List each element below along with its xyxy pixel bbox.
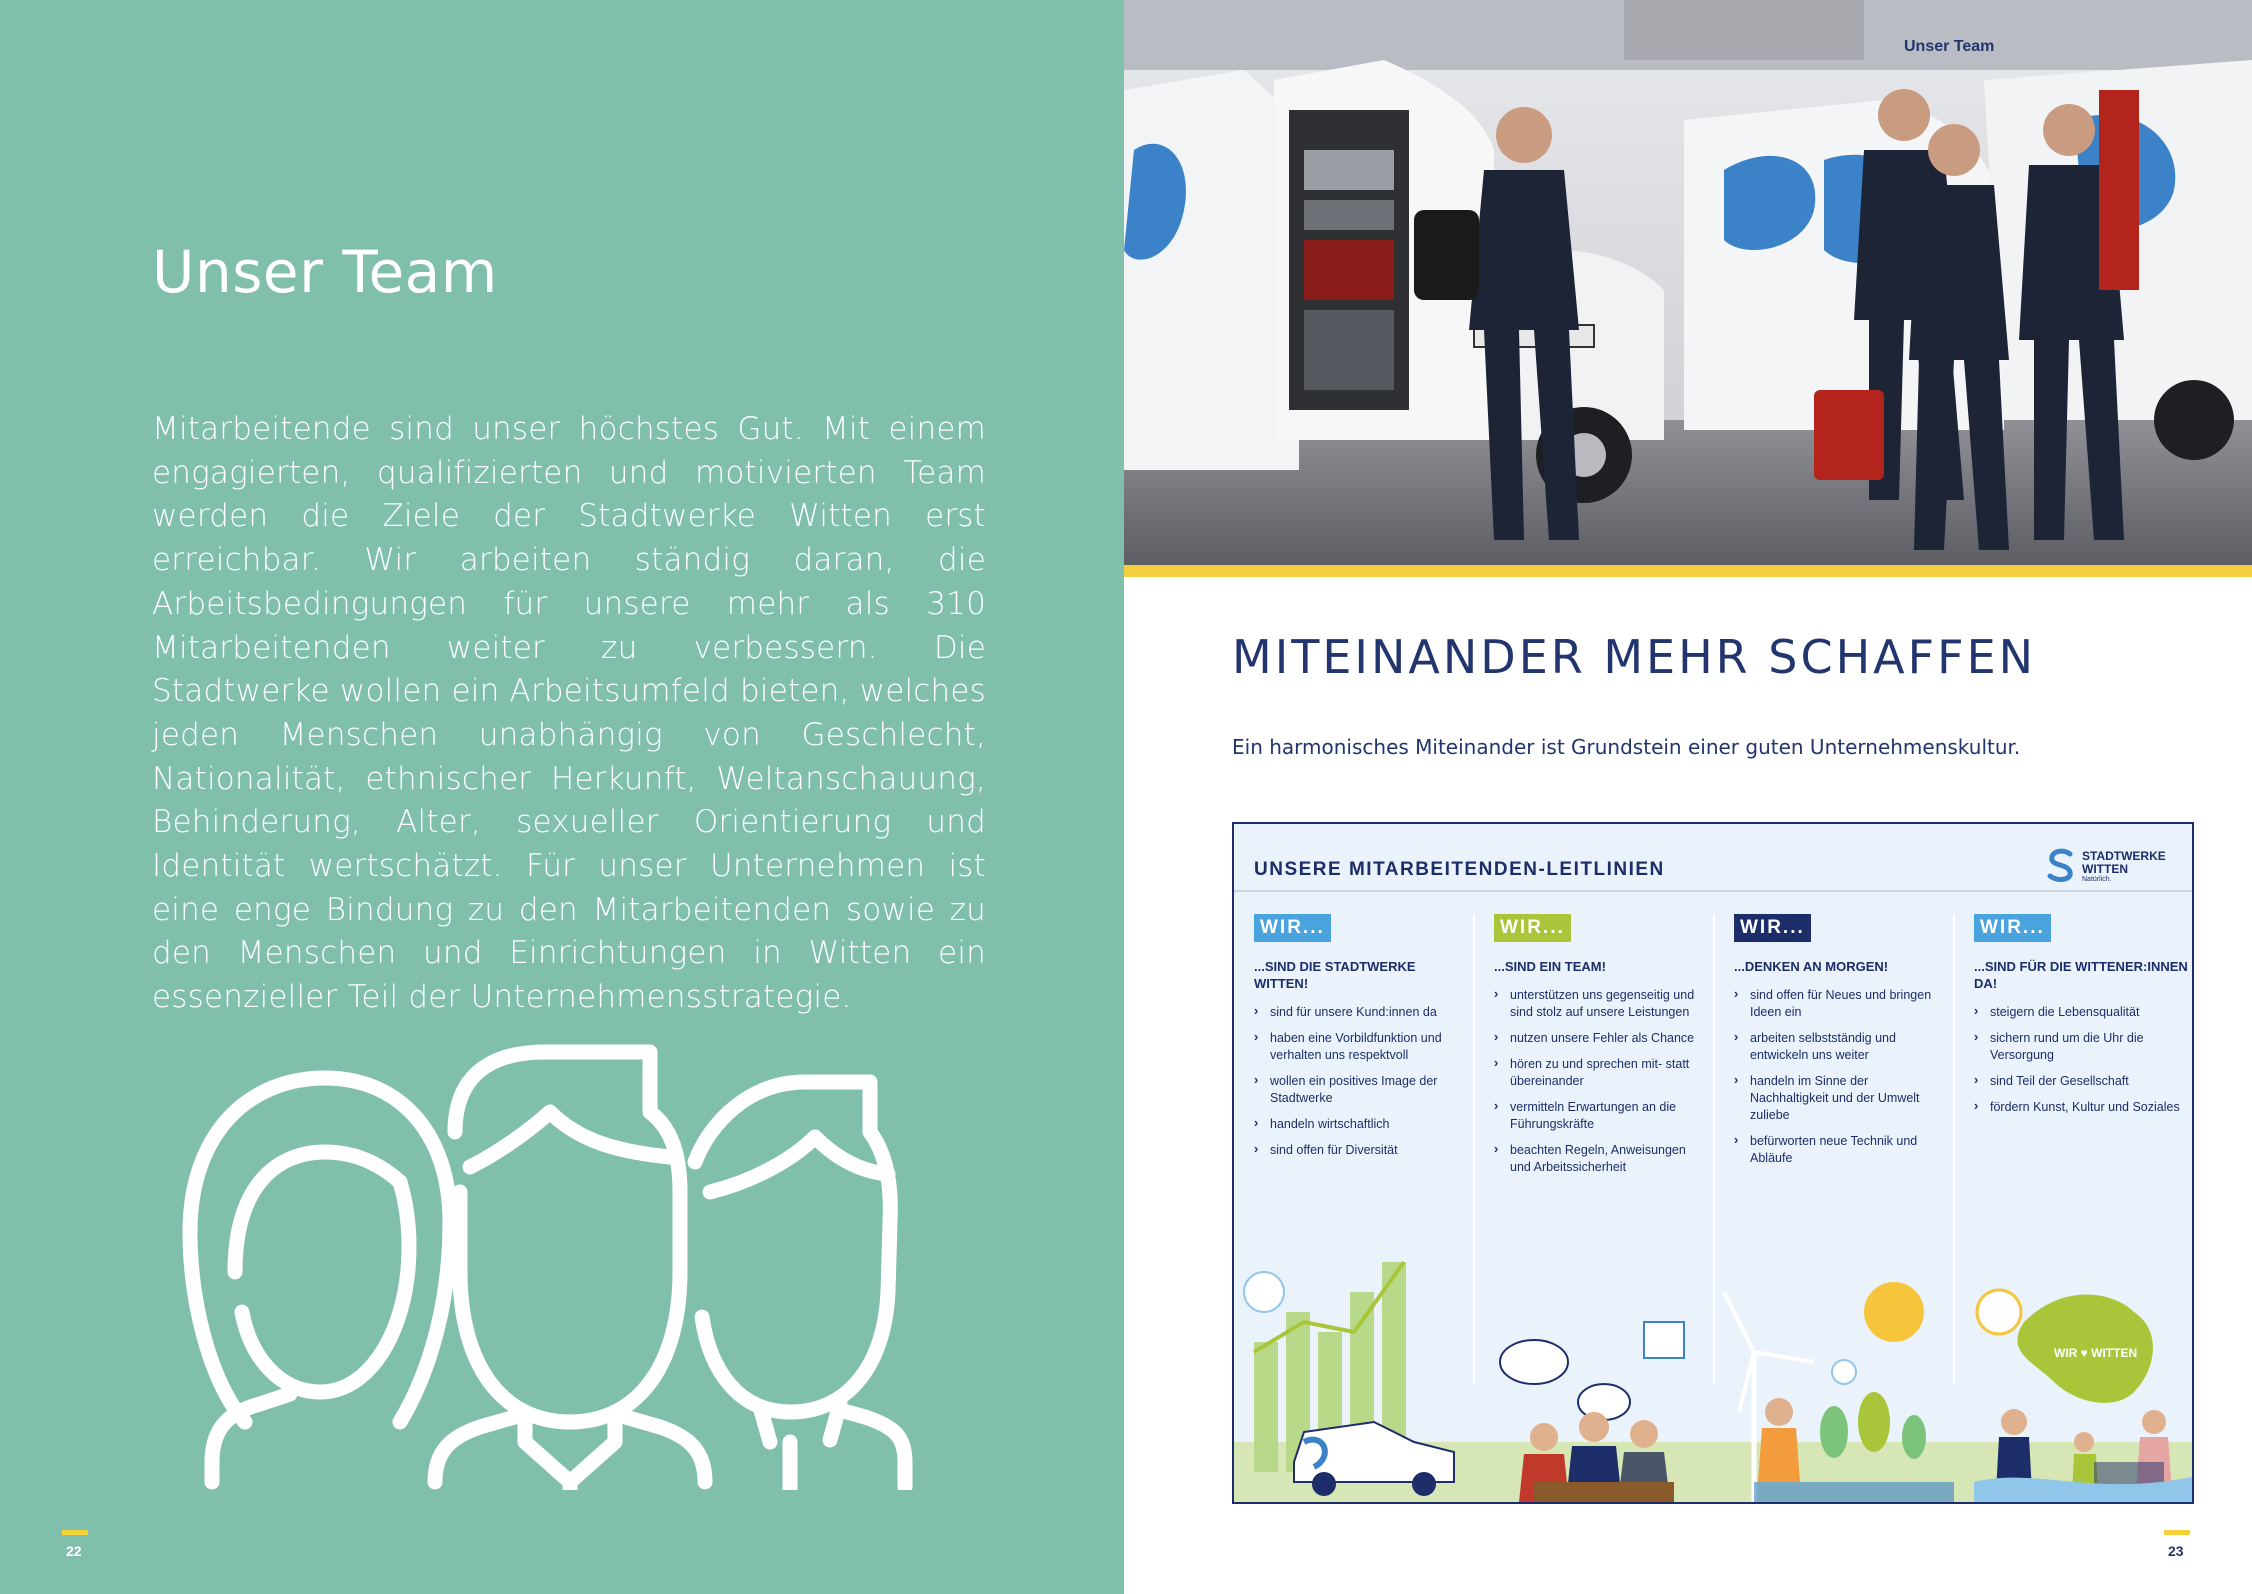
logo-name: STADTWERKE WITTEN	[2082, 849, 2166, 876]
list-item: › unterstützen uns gegenseitig und sind stolz auf unsere Leistungen	[1494, 987, 1709, 1021]
wir-badge: WIR...	[1254, 914, 1331, 942]
body-text: Mitarbeitende sind unser höchstes Gut. Mit einem engagierten, qualifizierten und motivierten Team werden die Ziele der Stadtwerke Witten erst erreichbar. Wir arbeiten ständig daran, die Arbeitsbedingungen für unsere mehr als 310 Mitarbeitenden weiter zu verbessern. Die Stadtwerke wollen ein Arbeitsumfeld bieten, welches jeden Menschen unabhängig von Geschlecht, Nationalität, ethnischer Herkunft, Weltanschauung, Behinderung, Alter, sexueller Orientierung und Identität wertschätzt. Für unser Unternehmen ist eine enge Bindung zu den Mitarbeitenden sowie zu den Menschen und Einrichtungen in Witten ein essenzieller Teil der Unternehmensstrategie.	[152, 411, 986, 1016]
list-item: › sind für unsere Kund:innen da	[1254, 1004, 1469, 1021]
stadtwerke-logo	[2044, 848, 2178, 892]
list-item: › handeln im Sinne der Nachhaltigkeit und der Umwelt zuliebe	[1734, 1073, 1949, 1124]
list-item: › hören zu und sprechen mit- statt übereinander	[1494, 1056, 1709, 1090]
map-label: WIR ♥ WITTEN	[2054, 1346, 2138, 1360]
list-item: › sind offen für Neues und bringen Ideen ein	[1734, 987, 1949, 1021]
section-subtitle: Ein harmonisches Miteinander ist Grundstein einer guten Unternehmenskultur.	[1232, 735, 2021, 759]
list-item: › sind offen für Diversität	[1254, 1142, 1469, 1159]
list-item: › arbeiten selbstständig und entwickeln uns weiter	[1734, 1030, 1949, 1064]
list-item: › handeln wirtschaftlich	[1254, 1116, 1469, 1133]
list-item: › sichern rund um die Uhr die Versorgung	[1974, 1030, 2189, 1064]
infographic-title-divider	[1234, 890, 2192, 892]
list-item: › nutzen unsere Fehler als Chance	[1494, 1030, 1709, 1047]
section-heading: MITEINANDER MEHR SCHAFFEN	[1232, 630, 2037, 684]
page-number: 22	[66, 1543, 82, 1559]
column-heading: ...SIND FÜR DIE WITTENER:INNEN DA!	[1974, 959, 2188, 991]
list-item: › befürworten neue Technik und Abläufe	[1734, 1133, 1949, 1167]
page-number-marker	[62, 1530, 88, 1535]
wir-badge: WIR...	[1974, 914, 2051, 942]
list-item: › fördern Kunst, Kultur und Soziales	[1974, 1099, 2189, 1116]
page-number: 23	[2168, 1543, 2184, 1559]
list-item: › steigern die Lebensqualität	[1974, 1004, 2189, 1021]
page-number-marker	[2164, 1530, 2190, 1535]
running-head: Unser Team	[1904, 38, 1995, 55]
guideline-column-2	[1494, 914, 1709, 1185]
column-heading: ...SIND EIN TEAM!	[1494, 959, 1606, 974]
wir-badge: WIR...	[1494, 914, 1571, 942]
guideline-column-4	[1974, 914, 2189, 1125]
left-page	[0, 0, 1124, 1594]
logo-tagline: Natürlich.	[2082, 876, 2112, 883]
page-title: Unser Team	[152, 238, 498, 306]
list-item: › wollen ein positives Image der Stadtwerke	[1254, 1073, 1469, 1107]
list-item: › haben eine Vorbildfunktion und verhalten uns respektvoll	[1254, 1030, 1469, 1064]
right-page	[1124, 0, 2252, 1594]
team-photo	[1124, 0, 2252, 565]
team-people-icon	[150, 1042, 950, 1490]
list-item: › vermitteln Erwartungen an die Führungskräfte	[1494, 1099, 1709, 1133]
column-heading: ...SIND DIE STADTWERKE WITTEN!	[1254, 959, 1416, 991]
list-item: › sind Teil der Gesellschaft	[1974, 1073, 2189, 1090]
infographic-illustration	[1234, 1242, 2192, 1502]
infographic-title: UNSERE MITARBEITENDEN-LEITLINIEN	[1254, 859, 1665, 880]
guidelines-infographic	[1232, 822, 2194, 1504]
guideline-column-3	[1734, 914, 1949, 1176]
guideline-column-1	[1254, 914, 1469, 1168]
list-item: › beachten Regeln, Anweisungen und Arbeitssicherheit	[1494, 1142, 1709, 1176]
photo-accent-bar	[1124, 565, 2252, 577]
column-heading: ...DENKEN AN MORGEN!	[1734, 959, 1889, 974]
wir-badge: WIR...	[1734, 914, 1811, 942]
stadtwerke-logo-icon	[2044, 848, 2078, 882]
